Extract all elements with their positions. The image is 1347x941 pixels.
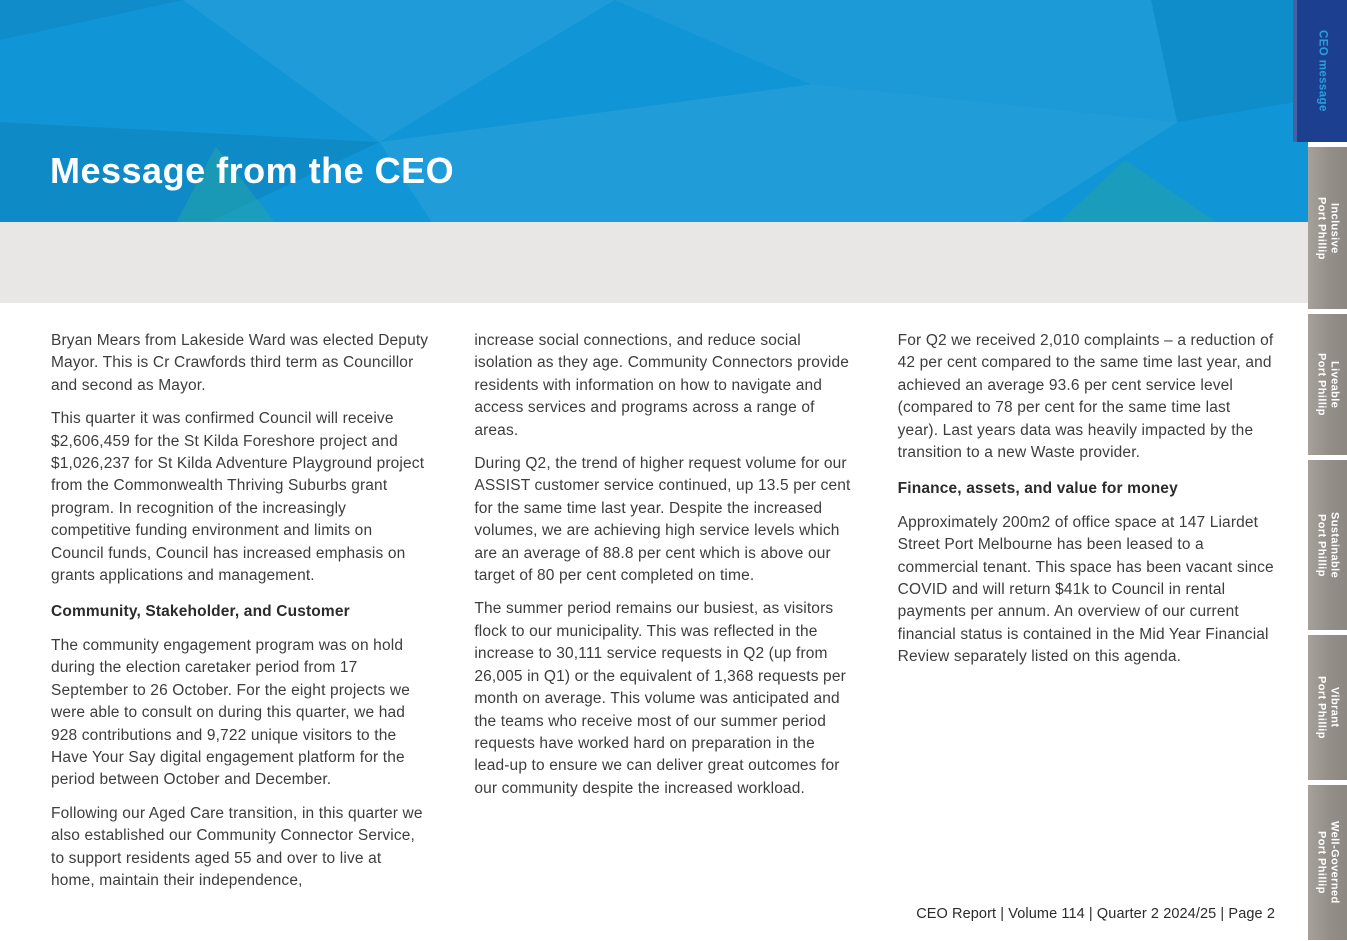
paragraph: increase social connections, and reduce social isolation as they age. Community Connectors provide residents with information on how to navigate and access services and programs across a range of areas. [474,332,849,439]
text-column-2 [474,330,851,903]
paragraph: Following our Aged Care transition, in this quarter we also established our Community Connector Service, to support residents aged 55 and over to live at home, maintain their independence, [51,804,423,889]
section-heading: Community, Stakeholder, and Customer [51,603,350,621]
page-footer: CEO Report | Volume 114 | Quarter 2 2024/25 | Page 2 [916,906,1275,922]
paragraph: Approximately 200m2 of office space at 147 Liardet Street Port Melbourne has been leased to a commercial tenant. This space has been vacant since COVID and will return $41k to Council in rental payments per annum. An overview of our current financial status is contained in the Mid Year Financial Review separately listed on this agenda. [897,513,1274,666]
sidebar-tab-label: Well-Governed Port Phillip [1315,821,1341,904]
sidebar-tab-label: Sustainable Port Phillip [1315,511,1341,579]
sidebar-tab-label: CEO message [1316,30,1329,112]
section-heading: Finance, assets, and value for money [897,480,1178,498]
body-columns [51,330,1275,903]
paragraph: The summer period remains our busiest, as visitors flock to our municipality. This was reflected in the increase to 30,111 service requests in Q2 (up from 26,005 in Q1) or the equivalent of 1,368 requests per month on average. This volume was anticipated and the teams who receive most of our summer period requests have worked hard on preparation in the lead-up to ensure we can deliver great outcomes for our community despite the increased workload. [474,600,846,797]
paragraph: Bryan Mears from Lakeside Ward was elected Deputy Mayor. This is Cr Crawfords third term as Councillor and second as Mayor. [51,332,429,394]
text-column-3 [898,330,1275,903]
paragraph: For Q2 we received 2,010 complaints – a reduction of 42 per cent compared to the same time last year, and achieved an average 93.6 per cent service level (compared to 78 per cent for the same time last year). Last years data was heavily impacted by the transition to a new Waste provider. [897,332,1274,462]
section-tab-rail [1293,0,1347,941]
header-gray-band [0,222,1308,303]
sidebar-tab-vibrant-port-phillip[interactable] [1308,635,1347,780]
sidebar-tab-sustainable-port-phillip[interactable] [1308,460,1347,630]
paragraph: The community engagement program was on hold during the election caretaker period from 17 September to 26 October. For the eight projects we were able to consult on during this quarter, we had 928 contributions and 9,722 unique visitors to the Have Your Say digital engagement platform for the period between October and December. [51,636,411,789]
paragraph: During Q2, the trend of higher request volume for our ASSIST customer service continued, up 13.5 per cent for the same time last year. Despite the increased volumes, we are achieving high service levels which are an average of 88.8 per cent which is above our target of 80 per cent completed on time. [474,455,851,585]
sidebar-tab-ceo-message[interactable] [1293,0,1347,142]
sidebar-tab-liveable-port-phillip[interactable] [1308,314,1347,455]
sidebar-tab-label: Vibrant Port Phillip [1315,676,1341,739]
sidebar-tab-well-governed-port-phillip[interactable] [1308,785,1347,940]
page-header-banner [0,0,1308,222]
sidebar-tab-inclusive-port-phillip[interactable] [1308,147,1347,309]
page-title: Message from the CEO [50,150,455,191]
text-column-1 [51,330,428,903]
sidebar-tab-label: Inclusive Port Phillip [1315,196,1341,260]
sidebar-tab-label: Liveable Port Phillip [1315,353,1341,416]
paragraph: This quarter it was confirmed Council will receive $2,606,459 for the St Kilda Foreshore project and $1,026,237 for St Kilda Adventure Playground project from the Commonwealth Thriving Suburbs grant program. In recognition of the increasingly competitive funding environment and limits on Council funds, Council has increased emphasis on grants applications and management. [51,410,425,585]
